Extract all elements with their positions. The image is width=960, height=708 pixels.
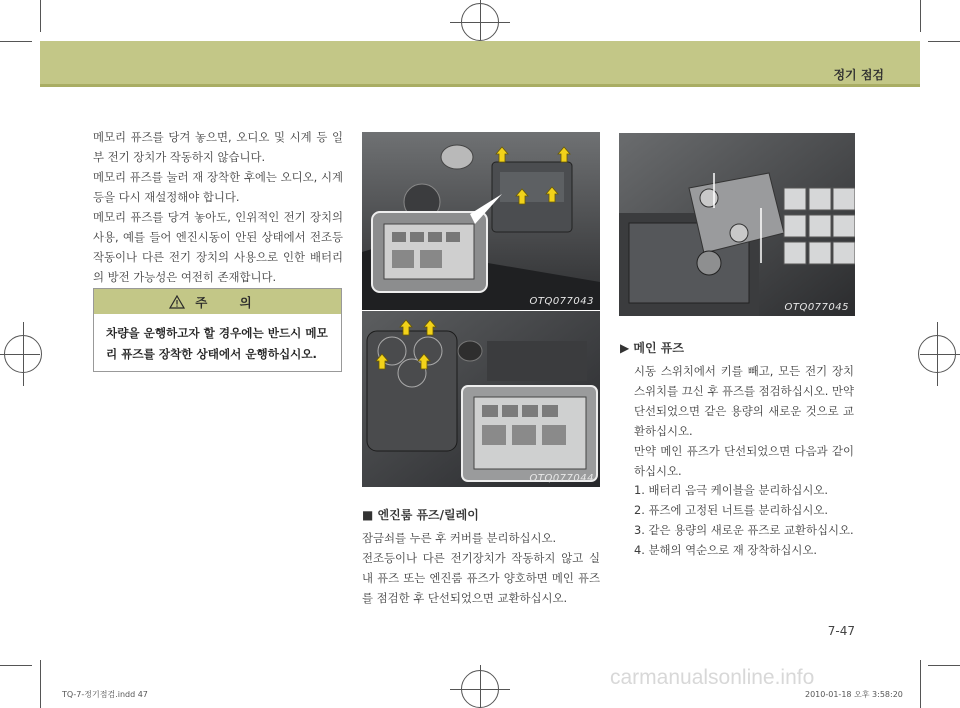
engine-bay-illustration xyxy=(362,132,600,310)
registration-line xyxy=(0,354,40,355)
middle-text-block xyxy=(362,528,600,608)
engine-room-fuse-heading: ■ 엔진룸 퓨즈/릴레이 xyxy=(362,508,479,522)
list-item: 1. 배터리 음극 케이블을 분리하십시오. xyxy=(634,483,829,497)
watermark: carmanualsonline.info xyxy=(610,666,815,689)
crop-mark xyxy=(920,0,921,32)
paragraph: 메모리 퓨즈를 눌러 재 장착한 후에는 오디오, 시계등을 다시 재설정해야 합니다. xyxy=(93,170,343,204)
crop-mark xyxy=(0,665,32,666)
photo-code: OTQ077043 xyxy=(529,296,594,307)
fuse-relay-photo xyxy=(362,311,600,487)
right-text-block xyxy=(634,361,854,481)
paragraph: 잠금쇠를 누른 후 커버를 분리하십시오. xyxy=(362,531,557,545)
paragraph: 시동 스위치에서 키를 빼고, 모든 전기 장치 스위치를 끄신 후 퓨즈를 점검하십시오. 만약 단선되었으면 같은 용량의 새로운 것으로 교환하십시오. xyxy=(634,364,854,438)
crop-mark xyxy=(40,660,41,708)
section-title: 정기 점검 xyxy=(833,68,884,82)
caution-header xyxy=(94,289,341,314)
photo-code: OTQ077044 xyxy=(529,473,594,484)
main-fuse-heading: ▶ 메인 퓨즈 xyxy=(620,341,684,355)
crop-mark xyxy=(920,660,921,708)
crop-mark xyxy=(928,41,960,42)
list-item: 3. 같은 용량의 새로운 퓨즈로 교환하십시오. xyxy=(634,523,854,537)
fuse-relay-illustration xyxy=(362,311,600,487)
paragraph: 만약 메인 퓨즈가 단선되었으면 다음과 같이 하십시오. xyxy=(634,444,854,478)
registration-line xyxy=(480,665,481,708)
caution-box xyxy=(93,288,342,372)
photo-code: OTQ077045 xyxy=(784,302,849,313)
footer-file-label: TQ-7-정기점검.indd 47 xyxy=(62,690,148,699)
paragraph: 메모리 퓨즈를 당겨 놓으면, 오디오 및 시계 등 일부 전기 장치가 작동하지 않습니다. xyxy=(93,130,343,164)
header-band xyxy=(40,41,920,87)
steps-list xyxy=(634,480,856,560)
caution-title: 주 의 xyxy=(195,294,266,310)
paragraph: 메모리 퓨즈를 당겨 놓아도, 인위적인 전기 장치의 사용, 예를 들어 엔진시동이 안된 상태에서 전조등 작동이나 다른 전기 장치의 사용으로 인한 배터리의 방전 가능성은 여전히 존재합니다. xyxy=(93,210,343,284)
registration-line xyxy=(937,322,938,386)
left-text-block xyxy=(93,127,343,287)
registration-line xyxy=(920,354,960,355)
registration-line xyxy=(23,322,24,386)
list-item: 4. 분해의 역순으로 재 장착하십시오. xyxy=(634,543,818,557)
crop-mark xyxy=(40,0,41,32)
crop-mark xyxy=(0,41,32,42)
footer-timestamp: 2010-01-18 오후 3:58:20 xyxy=(805,690,903,699)
caution-text: 차량을 운행하고자 할 경우에는 반드시 메모리 퓨즈를 장착한 상태에서 운행하십시오. xyxy=(106,326,328,361)
warning-triangle-icon xyxy=(169,295,185,309)
engine-bay-photo xyxy=(362,132,600,310)
page-number: 7-47 xyxy=(827,624,855,638)
paragraph: 전조등이나 다른 전기장치가 작동하지 않고 실내 퓨즈 또는 엔진룸 퓨즈가 양호하면 메인 퓨즈를 점검한 후 단선되었으면 교환하십시오. xyxy=(362,551,600,605)
registration-line xyxy=(480,0,481,40)
main-fuse-photo xyxy=(619,133,855,316)
main-fuse-illustration xyxy=(619,133,855,316)
crop-mark xyxy=(928,665,960,666)
list-item: 2. 퓨즈에 고정된 너트를 분리하십시오. xyxy=(634,503,829,517)
